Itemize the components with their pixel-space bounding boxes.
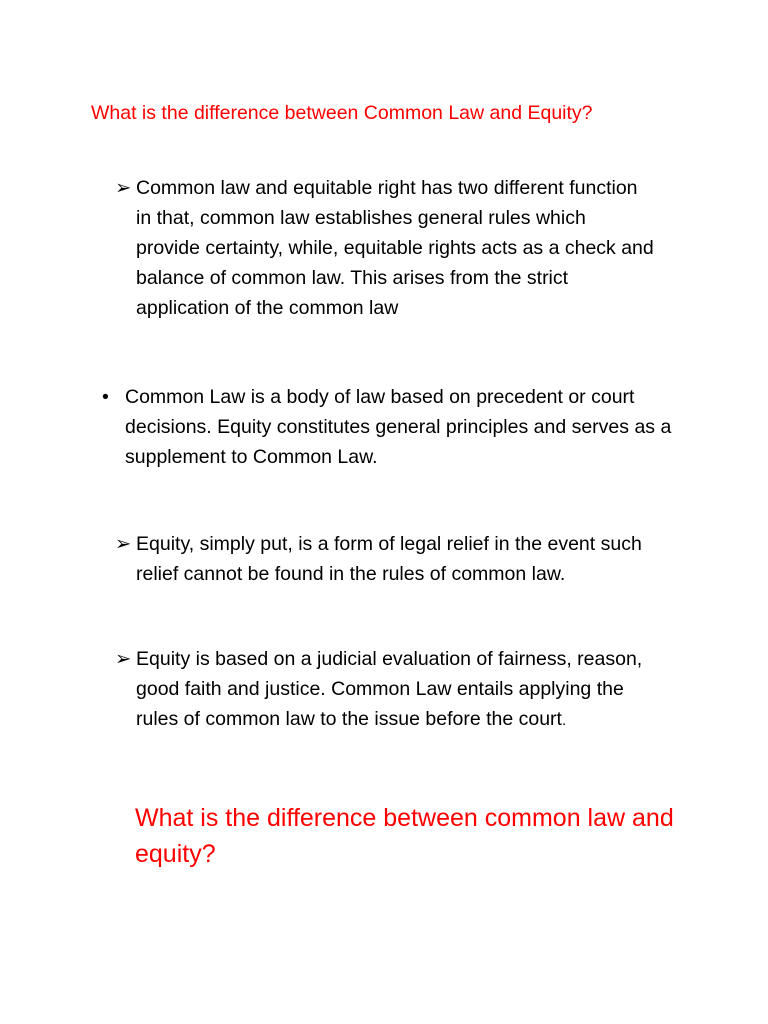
- list-item: [115, 529, 655, 589]
- list-item-text: Common Law is a body of law based on precedent or court decisions. Equity constitutes general principles and serves as a supplement to Common Law.: [125, 386, 672, 468]
- list-item: [115, 644, 665, 736]
- list-item-text: Equity, simply put, is a form of legal relief in the event such relief cannot be found in the rules of common law.: [136, 533, 642, 585]
- list-item-text-wrapper: [115, 644, 665, 736]
- list-item-text-period: .: [561, 712, 567, 729]
- list-item-text: Common law and equitable right has two different function in that, common law establishes general rules which provide certainty, while, equitable rights acts as a check and balance of common law. This arises from the strict application of the common law: [136, 177, 654, 319]
- closing-question-heading: What is the difference between common law and equity?: [135, 804, 674, 868]
- list-item: [115, 173, 655, 323]
- arrowhead-bullet-icon: ➢: [115, 533, 132, 555]
- dot-bullet-icon: •: [102, 386, 109, 408]
- arrowhead-bullet-icon: ➢: [115, 177, 132, 199]
- list-item-text: Equity is based on a judicial evaluation of fairness, reason, good faith and justice. Common Law entails applying the rules of common law to the issue before the court: [136, 648, 643, 730]
- page-title: What is the difference between Common Law and Equity?: [91, 102, 593, 124]
- arrowhead-bullet-icon: ➢: [115, 648, 132, 670]
- list-item: [102, 382, 672, 472]
